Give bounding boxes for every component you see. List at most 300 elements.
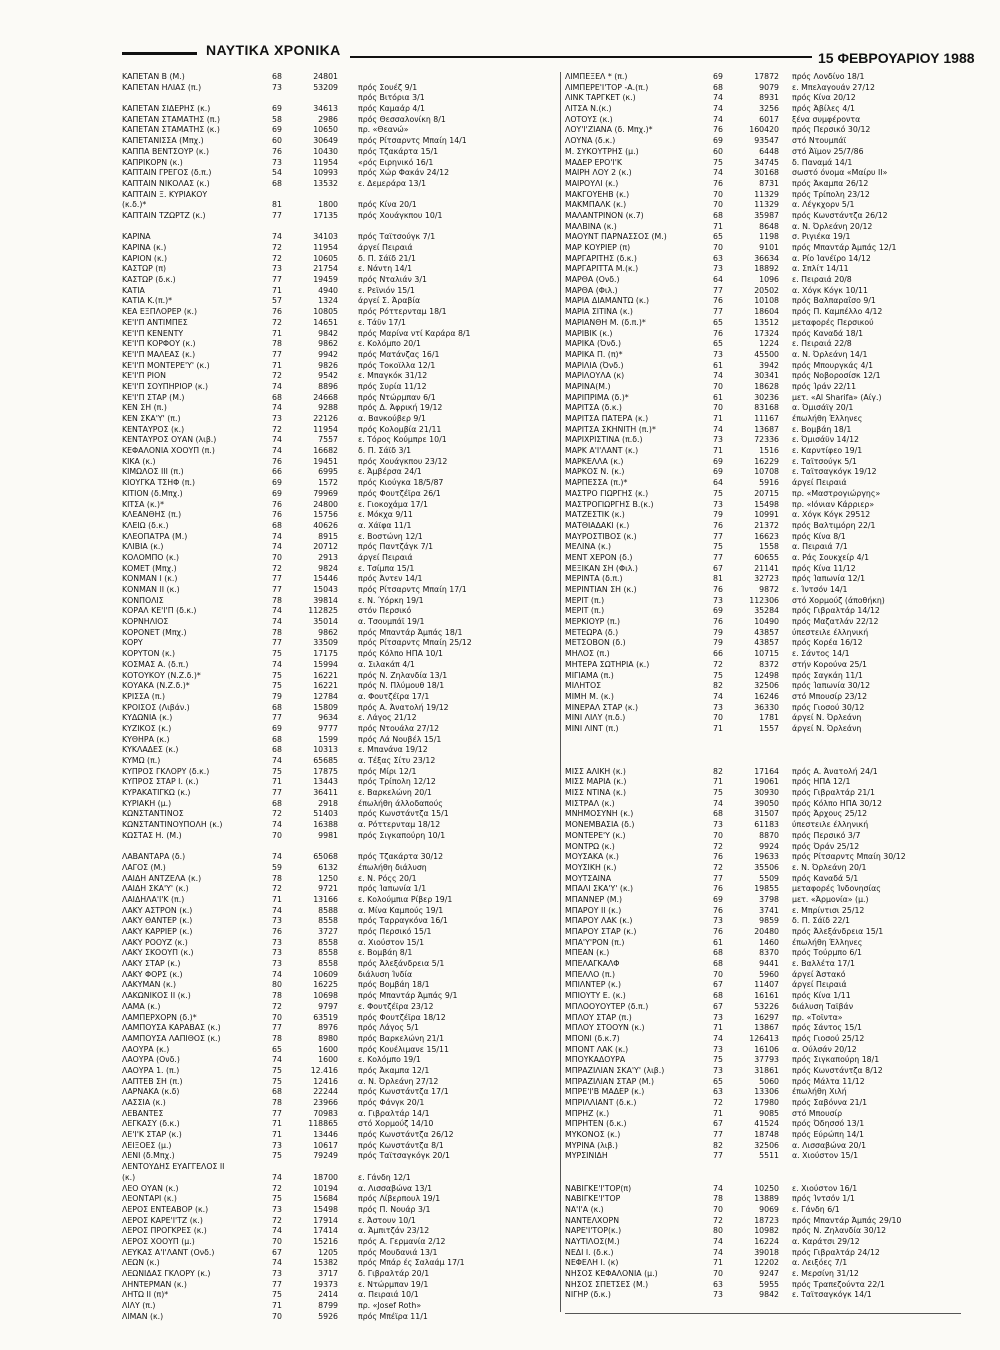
build-year: 69 [713,894,723,904]
ship-name: ΜΑΚΓΟΥΕΗΒ (κ.) [565,189,630,199]
position-remark: πρός Σιγκαπούρη 10/1 [358,830,446,840]
position-remark: πρός Τούρμπο 6/1 [792,948,862,958]
gross-tonnage: 9842 [759,1290,779,1300]
position-remark: πρός Ταϊτσούγκ 7/1 [358,232,436,242]
ship-name: ΚΑΠΕΤΑΝ ΣΙΔΕΡΗΣ (κ.) [122,104,211,114]
position-remark: πρός Ίαπωνία 1/1 [358,884,427,894]
ship-row [565,991,993,1002]
gross-tonnage: 5916 [759,478,779,488]
build-year: 68 [713,959,723,969]
gross-tonnage: 18700 [313,1172,338,1182]
gross-tonnage: 21754 [313,264,338,274]
gross-tonnage: 9862 [318,339,338,349]
gross-tonnage: 15756 [313,510,338,520]
ship-row [122,671,558,682]
build-year: 70 [272,1012,282,1022]
position-remark: ε. Γάνδη 12/1 [358,1172,411,1182]
position-remark: ε. Ταϊτσαγκόγκ 19/12 [792,467,877,477]
gross-tonnage: 10715 [754,649,779,659]
position-remark: πρός Κωνστάντζα 26/12 [792,210,888,220]
position-remark: πρός Μαζατλάν 22/12 [792,617,879,627]
position-remark: πρός Λονδίνο 18/1 [792,72,865,81]
ship-name: ΚΑΠΤΑΙΝ ΓΡΕΓΟΣ (δ.π.) [122,168,212,178]
ship-name: ΜΙΝΙ ΛΙΛΥ (π.δ.) [565,713,626,723]
ship-row [565,361,993,372]
ship-row [565,713,993,724]
ship-name: ΜΑΟΥΝΤ ΠΑΡΝΑΣΣΟΣ (Μ.) [565,232,667,242]
ship-name: ΚΑΡΙΝΑ (κ.) [122,243,167,252]
ship-row [565,948,993,959]
ship-name: ΛΑΚΥ ΡΟΟΥΖ (κ.) [122,937,188,947]
ship-row [122,147,558,158]
issue-date: 15 ΦΕΒΡΟΥΑΡΙΟΥ 1988 [818,50,975,66]
build-year: 67 [272,1247,282,1257]
gross-tonnage: 9247 [759,1269,779,1278]
position-remark: στόν Περσικό [358,606,412,616]
ship-row [122,350,558,361]
position-remark: άργεί Πειραιά [792,980,847,990]
ship-row [565,692,993,703]
gross-tonnage: 8370 [759,948,779,958]
gross-tonnage: 17875 [313,766,338,776]
position-remark: ξένα συμφέροντα [792,114,861,124]
gross-tonnage: 32506 [754,681,779,691]
ship-row [565,125,993,136]
ship-name: ΚΥΡΙΑΚΗ (μ.) [122,798,172,808]
ship-row [122,339,558,350]
ship-name: ΛΑΙΔΗ ΑΝΤΖΕΛΑ (κ.) [122,873,202,883]
build-year: 69 [272,478,282,488]
ship-row [122,1226,558,1237]
build-year: 73 [272,1204,282,1214]
build-year: 77 [713,531,723,541]
position-remark: α. Μίνα Καμπούς 19/1 [358,905,444,915]
position-remark: ε. Άμβέρσα 24/1 [358,467,422,477]
position-remark: δ. Π. Σάϊδ 22/1 [792,916,851,926]
ship-name: ΛΑΡΝΑΚΑ (κ.δ) [122,1087,180,1097]
build-year: 72 [272,253,282,263]
build-year: 68 [713,210,723,220]
gross-tonnage: 19061 [754,777,779,787]
build-year: 74 [713,798,723,808]
ship-row [122,938,558,949]
ship-row [122,617,558,628]
ship-row [565,1087,993,1098]
gross-tonnage: 16388 [313,820,338,830]
ship-row [122,1002,558,1013]
build-year: 63 [713,253,723,263]
ship-name: ΜΠΡΗΖ (κ.) [565,1108,610,1118]
gross-tonnage: 15809 [313,702,338,712]
ship-row [565,200,993,211]
build-year: 63 [713,1279,723,1289]
ship-row [122,991,558,1002]
gross-tonnage: 13889 [754,1194,779,1204]
ship-row [122,542,558,553]
ship-name: ΜΠΕΑΝ (κ.) [565,948,610,958]
build-year: 69 [272,723,282,733]
ship-row [122,809,558,820]
ship-name: ΜΑΡΙΠΡΙΜΑ (δ.)* [565,392,629,402]
build-year: 73 [713,1012,723,1022]
position-remark: πρός Σάντος 15/1 [792,1023,862,1033]
ship-row [122,1013,558,1024]
position-remark: πρός Π. Καμπέλλο 4/12 [792,307,883,317]
position-remark: ε. Κολούμπια Ρίβερ 19/1 [358,894,453,904]
ship-row [122,852,558,863]
build-year: 70 [713,969,723,979]
position-remark: πρός Καναδά 18/1 [792,328,864,338]
ship-row [565,1130,993,1141]
gross-tonnage: 10194 [313,1183,338,1193]
ship-name: ΛΕΡΟΣ ΠΡΟΓΚΡΕΣ (κ.) [122,1226,207,1236]
ship-name: ΚΟΜΕΤ (Μπχ.) [122,563,177,573]
gross-tonnage: 35014 [313,617,338,627]
build-year: 78 [272,1033,282,1043]
position-remark: δ. Γιβραλτάρ 20/1 [358,1269,430,1278]
build-year: 74 [713,114,723,124]
gross-tonnage: 21141 [754,563,779,573]
ship-row [122,1151,558,1162]
build-year: 79 [713,638,723,648]
ship-name: ΚΙΜΩΛΟΣ ΙΙΙ (π.) [122,467,184,477]
ship-name: ΜΕΤΣΟΒΟΝ (δ.) [565,638,626,648]
ship-name: ΛΑΚΥ ΘΑΝΤΕΡ (κ.) [122,916,193,926]
position-remark: ε. Μπρίντισι 25/12 [792,905,865,915]
ship-name: ΚΥΘΗΡΑ (κ.) [122,734,170,744]
build-year: 67 [713,1119,723,1129]
gross-tonnage: 16246 [754,691,779,701]
build-year: 68 [272,392,282,402]
build-year: 72 [713,659,723,669]
ship-name: ΚΕΝΤΑΥΡΟΣ (κ.) [122,424,185,434]
position-remark: πρός Γιβραλτάρ 24/12 [792,1247,880,1257]
ship-name: ΜΑΡΙΑ ΔΙΑΜΑΝΤΩ (κ.) [565,296,650,306]
gross-tonnage: 10108 [754,296,779,306]
gross-tonnage: 8931 [759,93,779,103]
ship-name: ΚΕ'Ι'Π ΜΟΝΤΕΡΕ'Υ' (κ.) [122,360,210,370]
build-year: 70 [272,552,282,562]
ship-row [122,457,558,468]
ship-row [565,1098,993,1109]
ship-row [565,425,993,436]
gross-tonnage: 9777 [318,723,338,733]
gross-tonnage: 36411 [313,788,338,798]
ship-row [565,895,993,906]
ship-name: ΜΑΡΘΑ (Ονδ.) [565,275,620,285]
position-remark: μετ. «Άρμονία» (μ.) [792,894,869,904]
build-year: 67 [713,980,723,990]
position-remark: άργεί Ν. Όρλεάνη [792,723,862,733]
position-remark: στό Μπουσίρ [792,1108,843,1118]
position-remark: ε. Όμισάϋν 14/12 [792,435,860,445]
position-remark: δ. Π. Σάϊδ 3/1 [358,446,412,456]
ship-name: ΚΙΚΑ (κ.) [122,456,156,466]
build-year: 76 [713,296,723,306]
ship-row [565,254,993,265]
position-remark: ε. Σάντος 14/1 [792,649,850,659]
gross-tonnage: 2986 [318,114,338,124]
build-year: 68 [272,798,282,808]
ship-row [565,1269,993,1280]
position-remark: πρός Βιτόρια 3/1 [358,93,425,103]
ship-name: ΜΙΣΣ ΝΤΙΝΑ (κ.) [565,788,627,798]
ship-name: ΛΕΡΟΣ ΚΑΡΕ'Ι'ΤΖ (κ.) [122,1215,203,1225]
ship-row [122,927,558,938]
gross-tonnage: 12498 [754,670,779,680]
ship-row [565,147,993,158]
position-remark: πρός Ρίτσαρντς Μπαίη 17/1 [358,585,467,594]
position-remark: πρός Δ. Άφρική 19/12 [358,403,443,413]
ship-name: ΚΡΟΙΣΟΣ (Λιβάν.) [122,702,190,712]
position-remark: πρός Φουτζέϊρα 18/12 [358,1012,446,1022]
ship-row [122,521,558,532]
position-remark: α. Βανκούβερ 9/1 [358,414,426,423]
build-year: 80 [713,1226,723,1236]
position-remark: πρός Σουέζ 9/1 [358,82,418,92]
gross-tonnage: 15498 [313,1204,338,1214]
build-year: 69 [272,125,282,135]
ship-name: ΜΠΟΥΚΑΔΟΥΡΑ [565,1055,626,1065]
ship-row [565,1205,993,1216]
build-year: 71 [272,1301,282,1311]
gross-tonnage: 3717 [318,1269,338,1278]
ship-name: ΚΟΡΥΤΟΝ (κ.) [122,649,176,659]
ship-row [122,1216,558,1227]
ship-row [122,1077,558,1088]
position-remark: πρός Περσικό 30/12 [792,125,871,135]
build-year: 73 [272,948,282,958]
build-year: 65 [713,1076,723,1086]
build-year: 73 [272,1140,282,1150]
build-year: 69 [713,456,723,466]
gross-tonnage: 15043 [313,585,338,594]
position-remark: πρός Περσικό 3/7 [792,830,861,840]
ship-name: ΜΙΣΣ ΑΛΙΚΗ (κ.) [565,766,626,776]
position-remark: πρός Μπαντάρ Άμπάς 12/1 [792,243,897,252]
position-remark: α. Σιλακάπ 4/1 [358,659,415,669]
ship-name: (κ.δ.)* [122,200,147,210]
ship-row [122,286,558,297]
ship-row [122,906,558,917]
gross-tonnage: 8896 [318,381,338,391]
build-year: 63 [713,1087,723,1097]
gross-tonnage: 17135 [313,210,338,220]
position-remark: πρός Ταϊτσαγκόγκ 20/1 [358,1151,450,1161]
ship-row [565,222,993,233]
ship-row [122,660,558,671]
position-remark: διάλυση Ίνδία [358,969,413,979]
gross-tonnage: 18892 [754,264,779,274]
build-year: 76 [713,884,723,894]
build-year: 71 [713,777,723,787]
build-year: 82 [713,1140,723,1150]
header-rule-middle [350,56,812,58]
ship-name: ΛΕΟ ΟΥΑΝ (κ.) [122,1183,179,1193]
gross-tonnage: 10313 [313,745,338,755]
position-remark: ύπεστειλε έλληνική [792,627,869,637]
build-year: 72 [272,1183,282,1193]
build-year: 72 [272,317,282,327]
ship-row [565,1109,993,1120]
ship-name: ΛΙΛΥ (π.) [122,1301,156,1311]
ship-row [565,799,993,810]
gross-tonnage: 20712 [313,542,338,552]
position-remark: α. Χόγκ Κόγκ 29512 [792,510,871,520]
build-year: 82 [713,766,723,776]
gross-tonnage: 1324 [318,296,338,306]
build-year: 73 [713,264,723,274]
position-remark: α. Γιβραλτάρ 14/1 [358,1108,430,1118]
position-remark: πρός Καναδά 5/1 [792,873,859,883]
build-year: 74 [713,424,723,434]
ship-row [122,735,558,746]
build-year: 73 [713,702,723,712]
ship-name: ΚΥΡΑΚΑΤΙΓΚΩ (κ.) [122,788,191,798]
position-remark: πρός Π. Νουάρ 3/1 [358,1204,431,1214]
build-year: 74 [713,691,723,701]
position-remark: πρός Κωνστάντζα 15/1 [358,809,449,819]
ship-row [122,83,558,94]
position-remark: πρός Κόλπο ΗΠΑ 30/12 [792,798,882,808]
ship-row [565,777,993,788]
build-year: 77 [272,1108,282,1118]
gross-tonnage: 34613 [313,104,338,114]
ship-name: ΚΩΣΤΑΣ Η. (Μ.) [122,830,182,840]
position-remark: πρός Κολομβία 21/11 [358,424,442,434]
position-remark: πρός Μίρι 12/1 [358,766,417,776]
gross-tonnage: 5511 [759,1151,779,1161]
build-year: 72 [272,563,282,573]
ship-name: ΚΕΝ ΣΗ (π.) [122,403,167,413]
position-remark: άργεί Άστακό [792,969,846,979]
build-year: 69 [272,104,282,114]
ship-name: ΜΠΑΡΟΥ ΣΤΑΡ (κ.) [565,927,637,936]
position-remark: ε. Κολόμπο 20/1 [358,339,421,349]
ship-name: ΚΩΝΣΤΑΝΤΙΝΟΣ [122,809,184,819]
ship-row [122,564,558,575]
gross-tonnage: 1781 [759,713,779,723]
ship-row [565,628,993,639]
build-year: 72 [713,1215,723,1225]
position-remark: πρός Τρίπολη 23/12 [792,189,870,199]
ship-name: ΜΙΛΗΤΟΣ [565,681,602,691]
build-year: 71 [272,328,282,338]
build-year: 73 [713,1065,723,1075]
build-year: 74 [272,1226,282,1236]
gross-tonnage: 16229 [754,456,779,466]
build-year: 77 [713,552,723,562]
ship-name: ΚΑΠΕΤΑΝΙΣΣΑ (Μπχ.) [122,136,204,146]
build-year: 74 [272,403,282,413]
ship-row [565,393,993,404]
position-remark: ε. Ν. Ρόςς 20/1 [358,873,417,883]
position-remark: πρός Μαρίνα ντί Καράρα 8/1 [358,328,471,338]
position-remark: ε. Δεμεράρα 13/1 [358,178,427,188]
ship-name: ΚΑΡΙΟΝ (κ.) [122,253,168,263]
build-year: 72 [713,841,723,851]
ship-name: ΛΗΤΩ ΙΙ (π)* [122,1290,169,1300]
position-remark: ε. Πειραιά 20/8 [792,275,852,285]
ship-name: ΛΕΙΞΟΕΣ (μ.) [122,1140,172,1150]
build-year: 79 [713,627,723,637]
ship-name: ΜΑΥΡΟΣΤΙΒΟΣ (κ.) [565,531,637,541]
ship-row [122,500,558,511]
build-year: 57 [272,296,282,306]
position-remark: πρός Τζακάρτα 15/1 [358,146,439,156]
gross-tonnage: 9797 [318,1001,338,1011]
ship-row [122,1119,558,1130]
gross-tonnage: 79969 [313,488,338,498]
position-remark: πρός Περσικό 15/1 [358,927,432,936]
ship-row [565,1162,993,1173]
ship-row [565,564,993,575]
build-year: 75 [272,766,282,776]
position-remark: πρός Α. Γερμανία 2/12 [358,1236,446,1246]
ship-name: ΚΑΣΤΩΡ (δ.κ.) [122,275,176,285]
ship-list-right-column [565,72,993,1301]
build-year: 78 [272,1098,282,1107]
build-year: 69 [272,488,282,498]
position-remark: α. Πειραιά 7/1 [792,542,848,552]
gross-tonnage: 43857 [754,638,779,648]
gross-tonnage: 15498 [754,499,779,509]
gross-tonnage: 30168 [754,168,779,178]
ship-name: ΚΛΕΑΝΘΗΣ (π.) [122,510,182,520]
ship-row [122,959,558,970]
position-remark: πρός Ρίτσαρντς Μπαίη 25/12 [358,638,472,648]
gross-tonnage: 10708 [754,467,779,477]
gross-tonnage: 8558 [318,937,338,947]
position-remark: πρός Κωνστάντζα 8/1 [358,1140,444,1150]
gross-tonnage: 53226 [754,1001,779,1011]
gross-tonnage: 18604 [754,307,779,317]
ship-row [122,799,558,810]
build-year: 68 [713,82,723,92]
position-remark: ε. Μπελαγουάν 27/12 [792,82,875,92]
ship-row [565,264,993,275]
ship-name: ΚΟΥΑΚΑ (Ν.Ζ.δ.)* [122,681,190,691]
position-remark: πρός Φάνγκ 20/1 [358,1098,425,1107]
column-divider [560,72,561,1312]
position-remark: α. Τέξας Σίτυ 23/12 [358,756,436,765]
ship-row [565,403,993,414]
gross-tonnage: 1557 [759,723,779,733]
build-year: 70 [713,403,723,413]
ship-row [122,467,558,478]
position-remark: στό Χορμούζ 14/10 [358,1119,434,1129]
position-remark: α. Λισσαβώνα 13/1 [358,1183,433,1193]
ship-name: ΛΕΟΝΤΑΡΙ (κ.) [122,1194,177,1204]
ship-name: ΛΟΥΝΑ (δ.κ.) [565,136,616,146]
ship-name: ΚΑΤΙΑ Κ.(π.)* [122,296,173,306]
ship-row [565,179,993,190]
build-year: 75 [272,1151,282,1161]
ship-name: ΛΗΝΤΕΡΜΑΝ (κ.) [122,1279,187,1289]
ship-name: ΝΑΒΙΓΚΕ'Ι'ΤΟΡ [565,1194,621,1204]
build-year: 71 [713,221,723,231]
ship-row [565,521,993,532]
ship-row [122,1290,558,1301]
gross-tonnage: 17914 [313,1215,338,1225]
ship-row [122,222,558,233]
gross-tonnage: 34103 [313,232,338,242]
ship-name: ΚΕ'Ι'Π ΣΟΥΠΗΡΙΟΡ (κ.) [122,381,208,391]
position-remark: πρός Ν. Πλύμουθ 18/1 [358,681,445,691]
ship-name: ΛΑΙΔΗ ΣΚΑ'Υ' (κ.) [122,884,189,894]
ship-name: ΜΟΥΣΙΚΗ (κ.) [565,862,617,872]
ship-name: ΚΑΠΕΤΑΝ ΣΤΑΜΑΤΗΣ (κ.) [122,125,220,135]
